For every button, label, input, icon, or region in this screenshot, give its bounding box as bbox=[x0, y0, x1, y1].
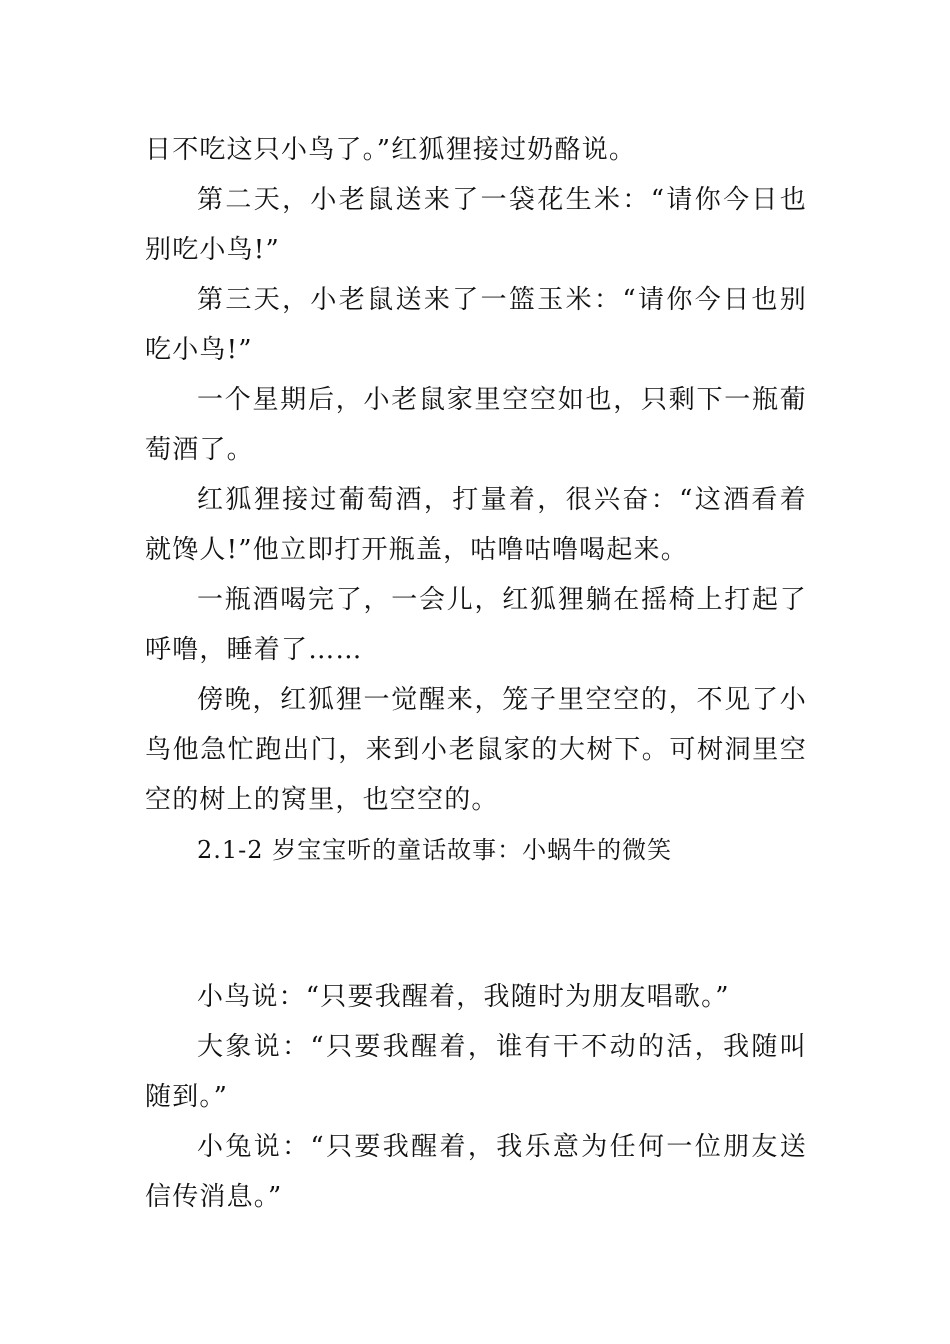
paragraph-second-day: 第二天，小老鼠送来了一袋花生米：“请你今日也别吃小鸟!” bbox=[145, 185, 807, 265]
section-heading: 2.1-2 岁宝宝听的童话故事：小蜗牛的微笑 bbox=[197, 836, 673, 864]
paragraph-rabbit: 小兔说：“只要我醒着，我乐意为任何一位朋友送信传消息。” bbox=[145, 1132, 807, 1212]
document-page bbox=[145, 125, 807, 1222]
paragraph-evening: 傍晚，红狐狸一觉醒来，笼子里空空的，不见了小鸟他急忙跑出门，来到小老鼠家的大树下。可树洞里空空的树上的窝里，也空空的。 bbox=[145, 685, 807, 815]
paragraph-asleep: 一瓶酒喝完了，一会儿，红狐狸躺在摇椅上打起了呼噜，睡着了…… bbox=[145, 585, 807, 665]
paragraph-wine: 红狐狸接过葡萄酒，打量着，很兴奋：“这酒看着就馋人!”他立即打开瓶盖，咕噜咕噜喝起来。 bbox=[145, 485, 807, 565]
paragraph-bird: 小鸟说：“只要我醒着，我随时为朋友唱歌。” bbox=[197, 982, 730, 1012]
paragraph-elephant: 大象说：“只要我醒着，谁有干不动的活，我随叫随到。” bbox=[145, 1032, 807, 1112]
blank-space bbox=[145, 875, 807, 972]
paragraph-continued: 日不吃这只小鸟了。”红狐狸接过奶酪说。 bbox=[145, 135, 637, 165]
paragraph-third-day: 第三天，小老鼠送来了一篮玉米：“请你今日也别吃小鸟!” bbox=[145, 285, 807, 365]
paragraph-one-week-later: 一个星期后，小老鼠家里空空如也，只剩下一瓶葡萄酒了。 bbox=[145, 385, 807, 465]
